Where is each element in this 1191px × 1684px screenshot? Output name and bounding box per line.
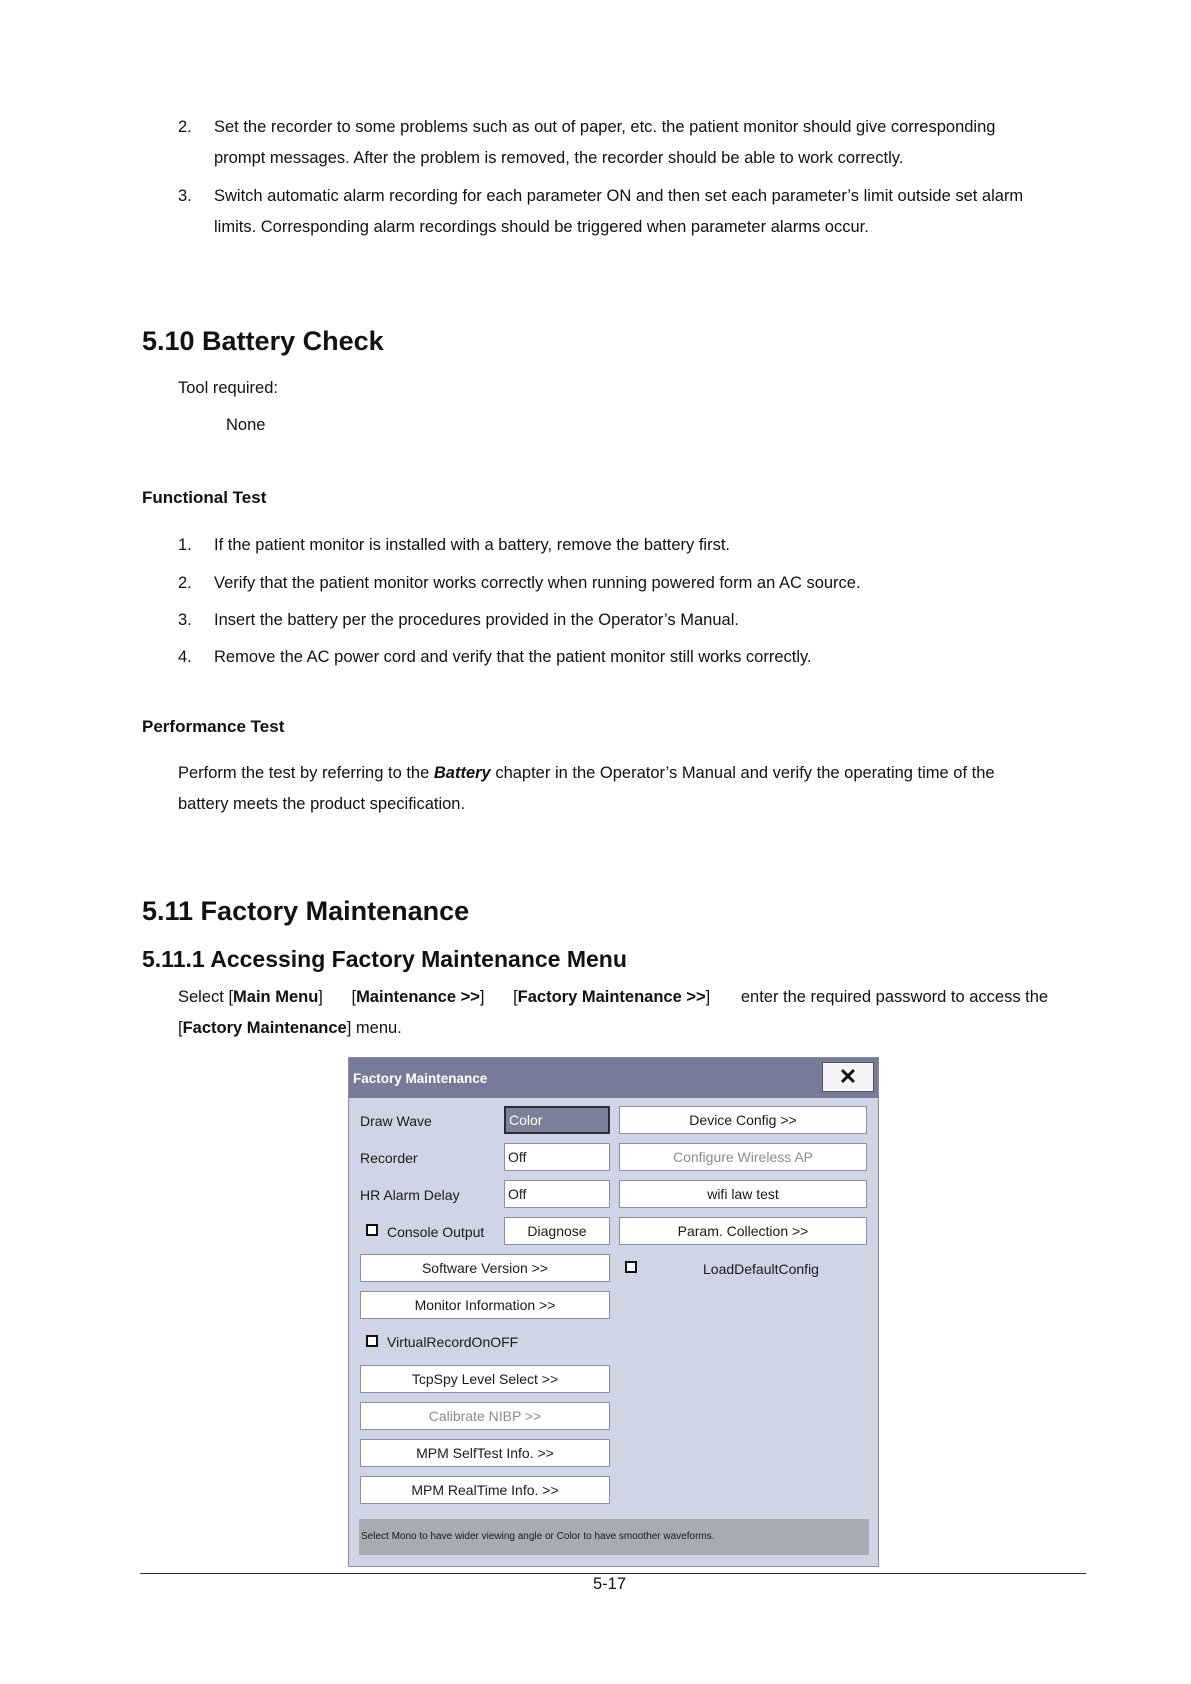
- dialog-title: Factory Maintenance: [353, 1071, 488, 1086]
- text: enter the required password to access the: [740, 988, 1049, 1006]
- list-text: Switch automatic alarm recording for each parameter ON and then set each parameter’s limit outside set alarm: [214, 187, 1024, 205]
- access-instructions: [178, 982, 1078, 1013]
- text: [: [351, 988, 357, 1006]
- diagnose-button[interactable]: Diagnose: [504, 1217, 610, 1245]
- performance-text: chapter in the Operator’s Manual and verify the operating time of the: [490, 764, 995, 782]
- access-instructions-line2: [178, 1013, 402, 1044]
- text: ]: [705, 988, 711, 1006]
- text: ] menu.: [346, 1019, 402, 1037]
- software-version-button[interactable]: Software Version >>: [360, 1254, 610, 1282]
- page-number: 5-17: [593, 1575, 627, 1593]
- list-number: 3.: [178, 611, 192, 629]
- close-button[interactable]: [822, 1062, 874, 1092]
- functional-test-heading: Functional Test: [142, 488, 267, 507]
- load-default-config-checkbox[interactable]: [625, 1261, 637, 1273]
- list-number: 3.: [178, 187, 192, 205]
- text: [: [178, 1019, 183, 1037]
- text: Select [: [178, 988, 234, 1006]
- text: [: [513, 988, 518, 1006]
- mpm-realtime-button[interactable]: MPM RealTime Info. >>: [360, 1476, 610, 1504]
- param-collection-button[interactable]: Param. Collection >>: [619, 1217, 867, 1245]
- list-text: limits. Corresponding alarm recordings should be triggered when parameter alarms occur.: [214, 218, 869, 236]
- virtual-record-checkbox[interactable]: [366, 1335, 378, 1347]
- list-text: Verify that the patient monitor works correctly when running powered form an AC source.: [214, 574, 861, 592]
- text: ]: [479, 988, 485, 1006]
- list-number: 1.: [178, 536, 192, 554]
- performance-test-heading: Performance Test: [142, 717, 285, 736]
- menu-ref-factory: Factory Maintenance >>: [517, 988, 706, 1006]
- calibrate-nibp-button[interactable]: Calibrate NIBP >>: [360, 1402, 610, 1430]
- section-heading-battery: 5.10 Battery Check: [142, 326, 384, 356]
- console-output-checkbox[interactable]: [366, 1224, 378, 1236]
- monitor-information-button[interactable]: Monitor Information >>: [360, 1291, 610, 1319]
- hr-alarm-delay-label: HR Alarm Delay: [360, 1187, 460, 1203]
- console-output-label: Console Output: [387, 1224, 485, 1240]
- list-text: Insert the battery per the procedures provided in the Operator’s Manual.: [214, 611, 739, 629]
- tcpspy-level-button[interactable]: TcpSpy Level Select >>: [360, 1365, 610, 1393]
- device-config-button[interactable]: Device Config >>: [619, 1106, 867, 1134]
- text: ]: [318, 988, 323, 1006]
- factory-maintenance-dialog: [348, 1057, 879, 1567]
- virtual-record-label: VirtualRecordOnOFF: [387, 1334, 519, 1350]
- close-icon: ✕: [838, 1064, 858, 1089]
- tool-value: None: [226, 416, 266, 434]
- list-number: 4.: [178, 648, 192, 666]
- list-number: 2.: [178, 118, 192, 136]
- list-number: 2.: [178, 574, 192, 592]
- wifi-law-test-button[interactable]: wifi law test: [619, 1180, 867, 1208]
- draw-wave-select[interactable]: Color: [504, 1106, 610, 1134]
- performance-text: Perform the test by referring to the: [178, 764, 434, 782]
- draw-wave-label: Draw Wave: [360, 1113, 432, 1129]
- performance-line2: battery meets the product specification.: [178, 795, 466, 813]
- recorder-label: Recorder: [360, 1150, 418, 1166]
- performance-paragraph: [178, 758, 1078, 789]
- list-text: prompt messages. After the problem is removed, the recorder should be able to work correctly.: [214, 149, 904, 167]
- subsection-heading-access: 5.11.1 Accessing Factory Maintenance Menu: [142, 946, 627, 972]
- status-bar: Select Mono to have wider viewing angle or Color to have smoother waveforms.: [359, 1519, 869, 1555]
- dialog-titlebar: [349, 1058, 878, 1098]
- list-text: Remove the AC power cord and verify that the patient monitor still works correctly.: [214, 648, 812, 666]
- list-text: Set the recorder to some problems such as out of paper, etc. the patient monitor should give corresponding: [214, 118, 996, 136]
- tool-label: Tool required:: [178, 379, 278, 397]
- section-heading-factory: 5.11 Factory Maintenance: [142, 896, 470, 926]
- list-text: If the patient monitor is installed with a battery, remove the battery first.: [214, 536, 731, 554]
- load-default-config-label: LoadDefaultConfig: [703, 1261, 819, 1277]
- configure-wireless-button[interactable]: Configure Wireless AP: [619, 1143, 867, 1171]
- menu-ref-factory2: Factory Maintenance: [182, 1019, 347, 1037]
- menu-ref-main: Main Menu: [233, 988, 319, 1006]
- battery-chapter-ref: Battery: [433, 764, 491, 782]
- mpm-selftest-button[interactable]: MPM SelfTest Info. >>: [360, 1439, 610, 1467]
- recorder-select[interactable]: Off: [504, 1143, 610, 1171]
- hr-alarm-delay-select[interactable]: Off: [504, 1180, 610, 1208]
- menu-ref-maintenance: Maintenance >>: [356, 988, 480, 1006]
